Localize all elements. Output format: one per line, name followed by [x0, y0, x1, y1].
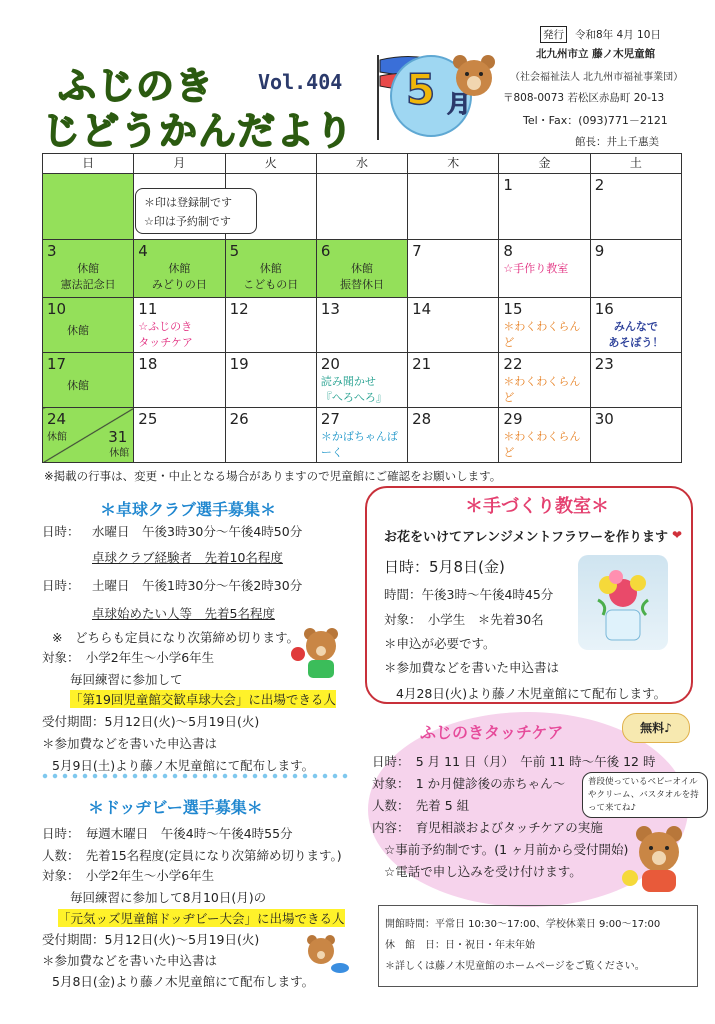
calendar-cell [316, 298, 407, 353]
title-line-1: ふじのき [58, 64, 215, 108]
day-number: 23 [594, 355, 614, 373]
flower-arrangement-image [578, 555, 668, 650]
day-number: 30 [594, 410, 614, 428]
tt-line: 受付期間：5月12日(火)～5月19日(火) [42, 714, 260, 729]
cell-event: こどもの日 [243, 278, 299, 291]
calendar-cell [225, 298, 316, 353]
tt-line: 毎回練習に参加して [70, 672, 183, 687]
cell-event: ＊わくわくらんど [503, 320, 581, 349]
db-line: ＊参加費などを書いた申込書は [42, 953, 218, 968]
table-tennis-title: ＊卓球クラブ選手募集＊ [100, 500, 277, 519]
tt-date-label: 日時： [42, 524, 80, 539]
day-number: 12 [229, 300, 249, 318]
day-number: 7 [412, 242, 422, 260]
address: 〒808-0073 若松区赤島町 20-13 [503, 92, 665, 104]
calendar-cell [316, 353, 407, 408]
cell-event: 休館 [259, 262, 282, 275]
db-line: 5月8日(金)より藤ノ木児童館にて配布します。 [52, 974, 315, 989]
legend-box [135, 188, 257, 234]
touch-line: ☆電話で申し込みを受け付けます。 [384, 864, 582, 879]
calendar-cell [408, 408, 499, 463]
calendar-cell [134, 240, 225, 298]
day-number: 6 [320, 242, 331, 260]
tt-line: ※ どちらも定員になり次第締め切ります。 [52, 630, 299, 645]
calendar-cell [499, 240, 590, 298]
calendar-cell [43, 240, 134, 298]
db-line: 受付期間：5月12日(火)～5月19日(火) [42, 932, 260, 947]
day-number: 18 [138, 355, 158, 373]
cell-event: あそぼう！ [608, 336, 664, 349]
tt-line: 対象： 小学2年生～小学6年生 [42, 650, 215, 665]
calendar-cell [590, 174, 681, 240]
cell-event: 憲法記念日 [60, 278, 116, 291]
bear-baby-icon [620, 822, 696, 896]
day-number: 13 [320, 300, 340, 318]
director: 館長：井上千惠美 [575, 136, 659, 148]
issue-tag: 発行 [540, 26, 567, 43]
db-line: 毎回練習に参加して8月10日(月)の [70, 890, 267, 905]
cell-event: ＊わくわくらんど [503, 375, 581, 404]
day-number: 15 [503, 300, 523, 318]
hours-line: 休 館 日：日・祝日・年末年始 [385, 940, 535, 951]
calendar-cell [134, 353, 225, 408]
calendar-cell [225, 240, 316, 298]
craft-title: ＊手づくり教室＊ [465, 496, 609, 517]
legend-registered: ＊印は登録制です [144, 196, 232, 209]
month-number: 5 [406, 65, 436, 114]
organization: （社会福祉法人 北九州市福祉事業団） [510, 72, 684, 83]
day-number: 3 [47, 242, 57, 260]
tt-line: 卓球始めたい人等 先着5名程度 [92, 606, 275, 621]
calendar-cell [134, 298, 225, 353]
dotted-divider [40, 773, 350, 779]
cell-event: ＊かばちゃんぱーく [320, 430, 398, 459]
weekday-header: 水 [316, 154, 407, 174]
day-number: 27 [320, 410, 340, 428]
weekday-header: 木 [408, 154, 499, 174]
speech-bubble: 普段使っているベビーオイルやクリーム、バスタオルを持って来てね♪ [582, 772, 708, 818]
calendar-cell [590, 298, 681, 353]
touch-line: 日時： 5 月 11 日（月） 午前 11 時～午後 12 時 [372, 754, 656, 769]
craft-target: 対象： 小学生 ＊先着30名 [384, 612, 544, 627]
weekday-header: 土 [590, 154, 681, 174]
weekday-header: 金 [499, 154, 590, 174]
day-number: 19 [229, 355, 249, 373]
craft-date: 日時：5月8日(金) [384, 558, 505, 576]
cell-event: みんなで [613, 320, 658, 333]
day-number: 29 [503, 410, 523, 428]
craft-apply: ＊申込が必要です。 [384, 636, 496, 651]
weekday-header: 日 [43, 154, 134, 174]
calendar-cell [316, 240, 407, 298]
day-number: 26 [229, 410, 249, 428]
calendar-cell [225, 353, 316, 408]
day-number: 2 [594, 176, 605, 194]
calendar-cell [43, 353, 134, 408]
tt-line: 水曜日 午後3時30分～午後4時50分 [92, 524, 303, 539]
weekday-header: 月 [134, 154, 225, 174]
db-line: 日時： 毎週木曜日 午後4時～午後4時55分 [42, 826, 293, 841]
day-number: 17 [47, 355, 67, 373]
day-number: 5 [229, 242, 240, 260]
day-number: 4 [138, 242, 148, 260]
calendar-cell [316, 174, 407, 240]
calendar-cell [408, 353, 499, 408]
publisher: 北九州市立 藤ノ木児童館 [536, 48, 656, 60]
cell-event: 『へろへろ』 [320, 391, 387, 404]
cell-event: タッチケア [138, 336, 193, 349]
day-number: 8 [503, 242, 513, 260]
cell-event: 読み聞かせ [320, 375, 376, 388]
tt-line: 土曜日 午後1時30分～午後2時30分 [92, 578, 303, 593]
day-number: 31 [108, 428, 128, 446]
calendar-cell [499, 353, 590, 408]
weekday-header: 火 [225, 154, 316, 174]
cell-event: 休館 [168, 262, 191, 275]
craft-time: 時間：午後3時～午後4時45分 [384, 587, 554, 602]
calendar-cell [316, 408, 407, 463]
touch-care-title: ふじのきタッチケア [420, 723, 564, 742]
day-number: 25 [138, 410, 158, 428]
db-line: 対象： 小学2年生～小学6年生 [42, 868, 215, 883]
day-number: 28 [412, 410, 432, 428]
calendar-cell [590, 353, 681, 408]
volume-number: Vol.404 [258, 70, 343, 94]
calendar-cell [499, 174, 590, 240]
tt-line: 「第19回児童館交歓卓球大会」に出場できる人 [70, 692, 336, 707]
issue-date: 令和8年 4月 10日 [575, 29, 661, 41]
db-line: 「元気ッズ児童館ドッヂビー大会」に出場できる人 [58, 911, 345, 926]
calendar-cell [408, 174, 499, 240]
calendar-cell [499, 298, 590, 353]
cell-event: 振替休日 [339, 278, 384, 291]
cell-event: 休館 [67, 324, 89, 337]
hours-line: ＊詳しくは藤ノ木児童館のホームページをご覧ください。 [385, 961, 645, 972]
day-number: 1 [503, 176, 513, 194]
free-badge: 無料♪ [622, 713, 690, 743]
cell-event: 休館 [47, 432, 67, 443]
calendar-cell [408, 240, 499, 298]
bear-icon [450, 52, 498, 100]
cell-event: ☆ふじのき [138, 320, 193, 333]
calendar-cell [408, 298, 499, 353]
day-number: 9 [594, 242, 605, 260]
cell-event: 休館 [109, 448, 130, 459]
heart-icon: ❤ [672, 528, 683, 542]
touch-line: ☆事前予約制です。(1 ヶ月前から受付開始) [384, 842, 629, 857]
dodgebee-title: ＊ドッヂビー選手募集＊ [88, 798, 263, 817]
cell-event: 休館 [77, 262, 100, 275]
cell-event: 休館 [67, 379, 89, 392]
tt-line: 5月9日(土)より藤ノ木児童館にて配布します。 [52, 758, 315, 773]
cell-event: みどりの日 [151, 278, 207, 291]
calendar-cell [134, 408, 225, 463]
bear-dodgebee-icon [298, 932, 350, 980]
calendar-note: ※掲載の行事は、変更・中止となる場合がありますので児童館にご確認をお願いします。 [44, 469, 502, 483]
day-number: 21 [412, 355, 432, 373]
legend-reserved: ☆印は予約制です [144, 215, 231, 228]
day-number: 10 [47, 300, 67, 318]
day-number: 14 [412, 300, 432, 318]
calendar-cell [225, 408, 316, 463]
day-number: 20 [320, 355, 340, 373]
calendar-cell [43, 408, 134, 463]
month-kanji: 月 [447, 90, 471, 118]
day-number: 16 [594, 300, 614, 318]
tel-fax: Tel・Fax：(093)771－2121 [523, 114, 668, 127]
opening-hours-box [378, 905, 698, 987]
title-line-2: じどうかんだより [42, 109, 355, 153]
calendar-cell [43, 298, 134, 353]
calendar-cell [43, 174, 134, 240]
calendar-cell [499, 408, 590, 463]
cell-event: ☆手作り教室 [503, 262, 569, 275]
tt-date-label: 日時： [42, 578, 80, 593]
tt-line: ＊参加費などを書いた申込書は [42, 736, 218, 751]
hours-line: 開館時間：平常日 10:30～17:00、学校休業日 9:00～17:00 [385, 919, 661, 930]
day-number: 24 [47, 410, 67, 428]
db-line: 人数： 先着15名程度(定員になり次第締め切ります。) [42, 848, 342, 863]
cell-event: 休館 [350, 262, 373, 275]
craft-form-2: 4月28日(火)より藤ノ木児童館にて配布します。 [396, 686, 667, 701]
bear-pingpong-icon [290, 624, 350, 682]
touch-line: 対象： 1 か月健診後の赤ちゃん～ [372, 776, 566, 791]
calendar-cell [590, 240, 681, 298]
day-number: 22 [503, 355, 523, 373]
touch-line: 人数： 先着 5 組 [372, 798, 470, 813]
day-number: 11 [138, 300, 158, 318]
craft-subtitle: お花をいけてアレンジメントフラワーを作ります [384, 530, 669, 545]
calendar-cell [590, 408, 681, 463]
craft-form: ＊参加費などを書いた申込書は [384, 660, 560, 675]
tt-line: 卓球クラブ経験者 先着10名程度 [92, 550, 283, 565]
touch-line: 内容： 育児相談およびタッチケアの実施 [372, 820, 603, 835]
cell-event: ＊わくわくらんど [503, 430, 581, 459]
